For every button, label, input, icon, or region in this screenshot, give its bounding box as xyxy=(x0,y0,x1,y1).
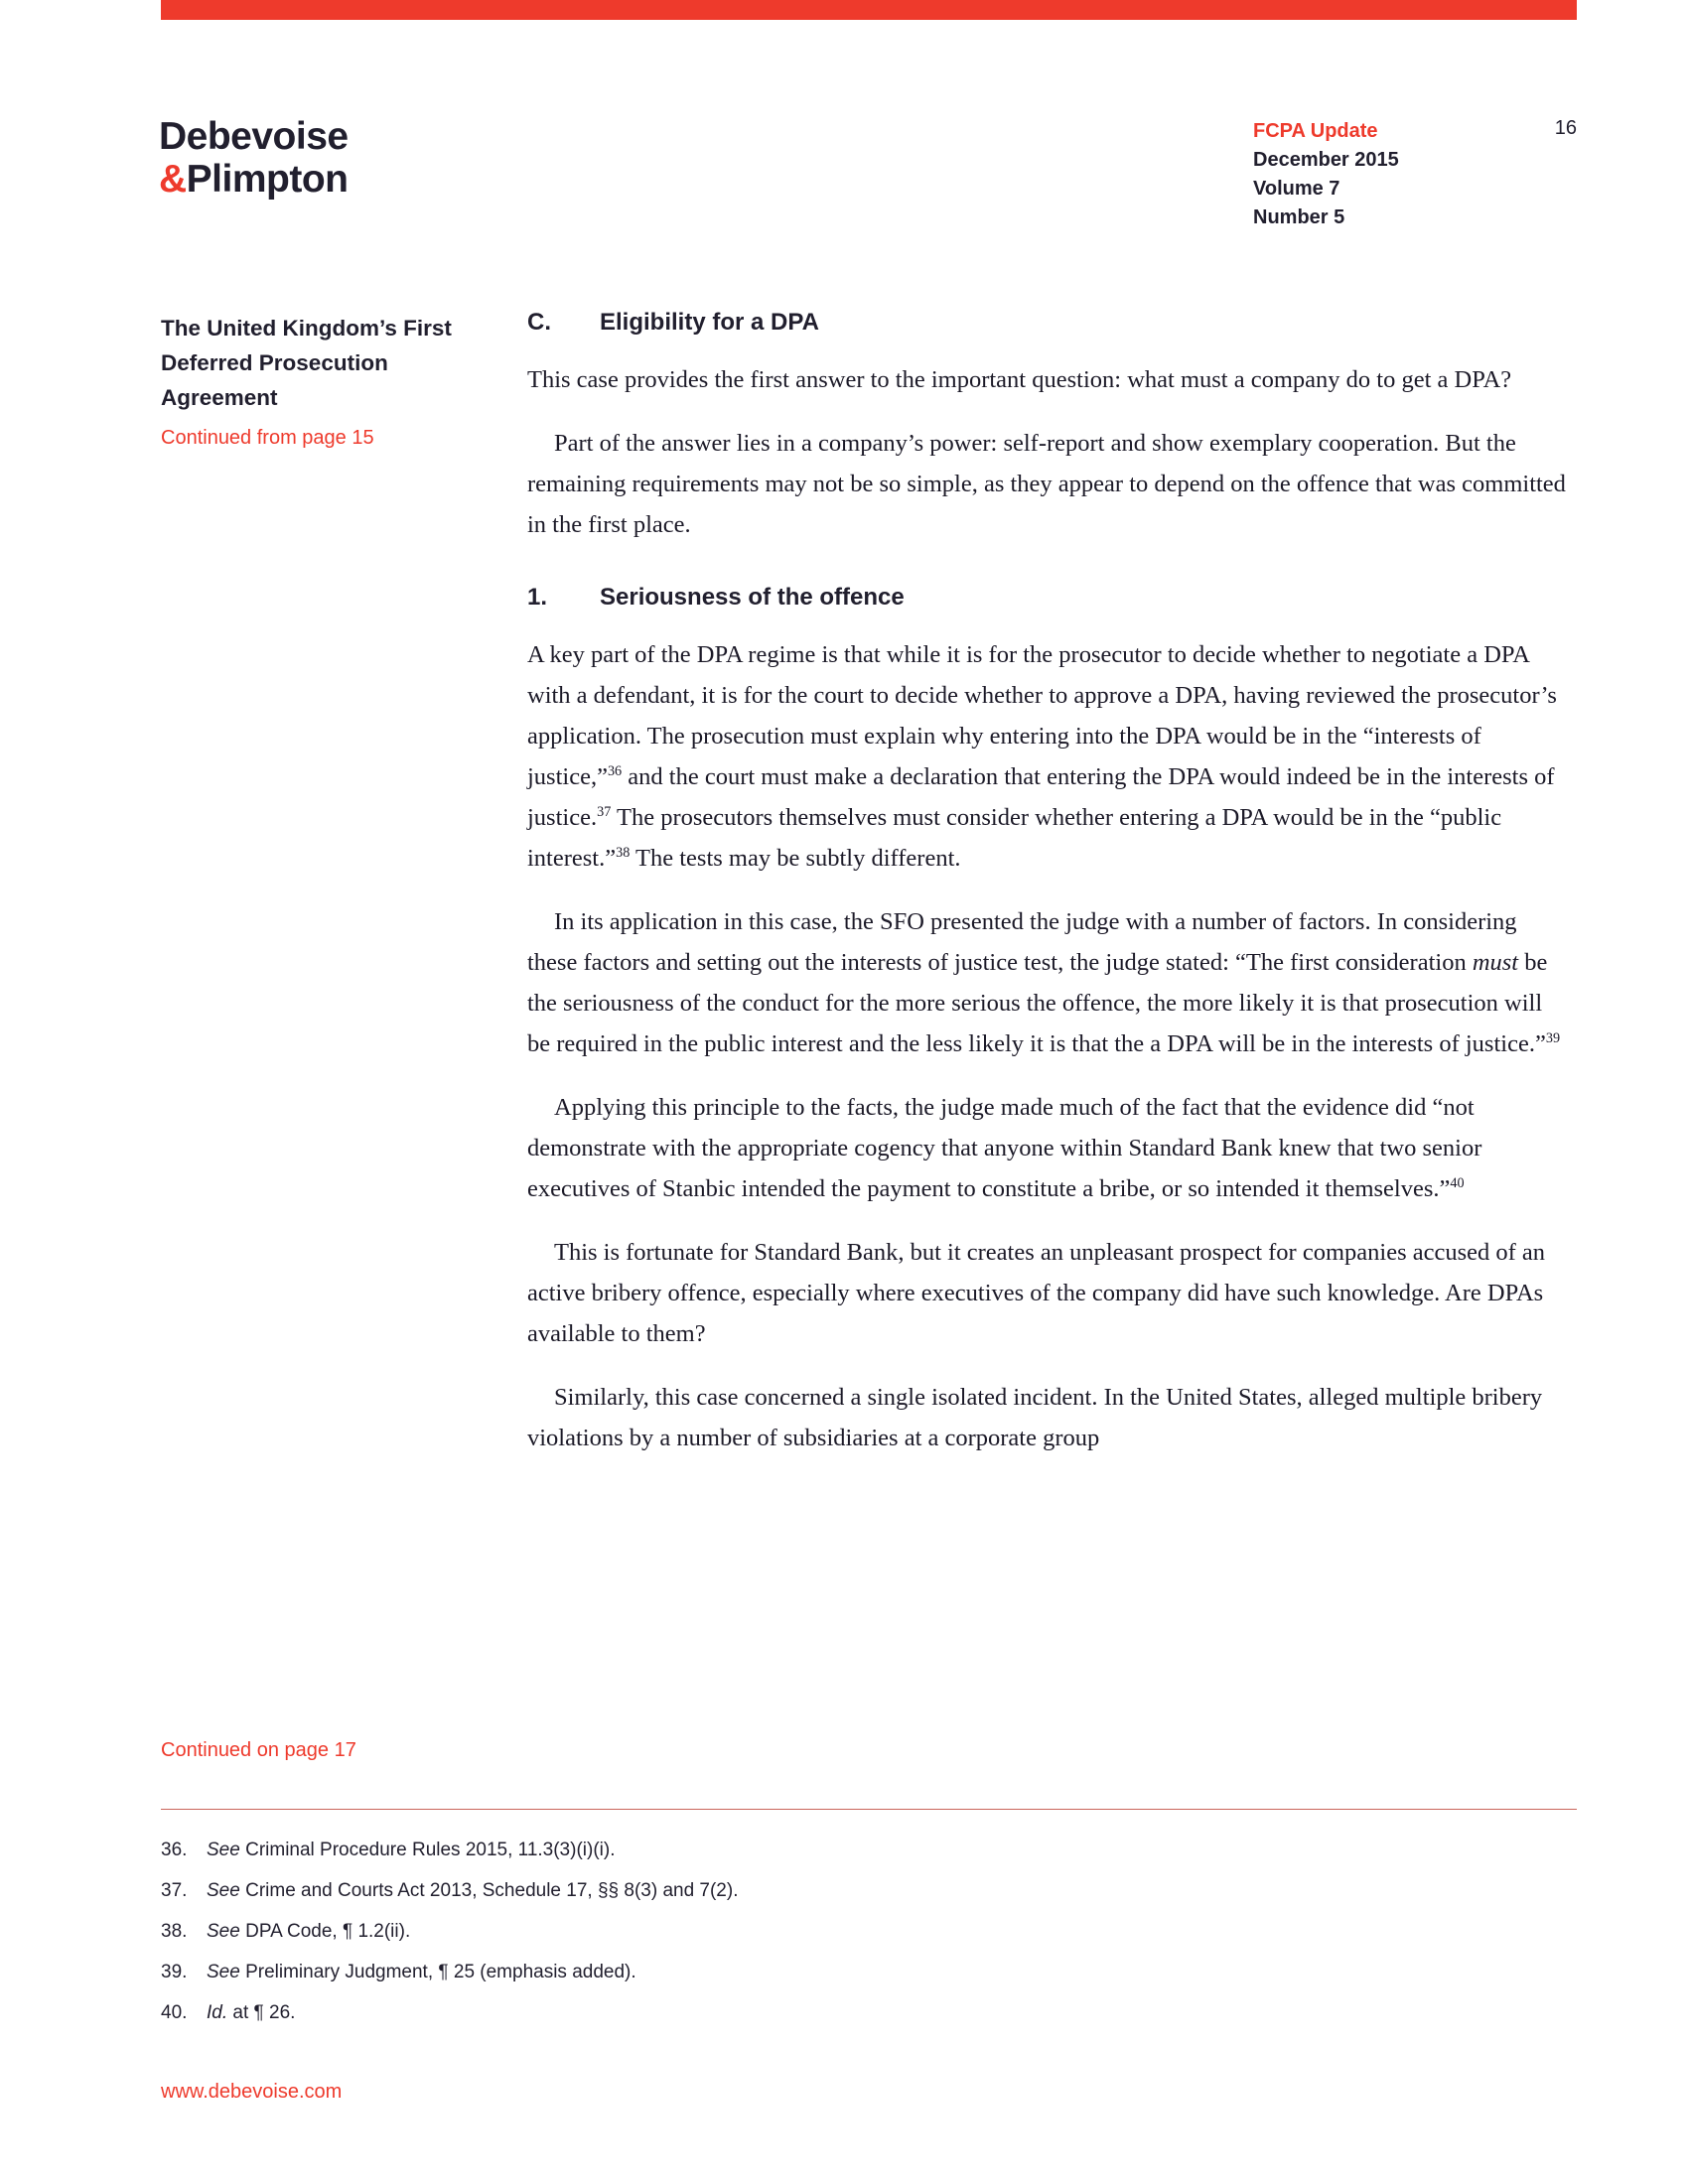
body-paragraph xyxy=(527,1087,1570,1209)
top-accent-bar xyxy=(161,0,1577,20)
text-run: In its application in this case, the SFO presented the judge with a number of factors. In considering these factors and setting out the interests of justice test, the judge stated: “The first consideration xyxy=(527,908,1517,976)
masthead xyxy=(1253,117,1399,232)
text-run: Part of the answer lies in a company’s power: self-report and show exemplary cooperation. But the remaining requirements may not be so simple, as they appear to depend on the offence that was committed in the first place. xyxy=(527,430,1566,538)
text-run: at ¶ 26. xyxy=(227,2002,296,2023)
body-paragraph xyxy=(527,423,1570,545)
text-run: A key part of the DPA regime is that while it is for the prosecutor to decide whether to negotiate a DPA with a defendant, it is for the court to decide whether to approve a DPA, having reviewed the prosecutor’s application. The prosecution must explain why entering into the DPA would be in the “interests of justice,” xyxy=(527,641,1557,790)
body-paragraph xyxy=(527,901,1570,1064)
logo-plimpton: Plimpton xyxy=(186,158,349,201)
footnote xyxy=(161,2001,1581,2025)
section-heading-text: Seriousness of the offence xyxy=(600,584,905,611)
body-paragraph xyxy=(527,1232,1570,1354)
section-heading-label: 1. xyxy=(527,584,548,611)
italic-text: See xyxy=(207,1880,240,1901)
text-run: Applying this principle to the facts, the judge made much of the fact that the evidence did “not demonstrate with the appropriate cogency that anyone within Standard Bank knew that two senior executives of Stanbic intended the payment to constitute a bribe, or so intended it themselves.” xyxy=(527,1094,1482,1202)
text-run: Similarly, this case concerned a single isolated incident. In the United States, alleged multiple bribery violations by a number of subsidiaries at a corporate group xyxy=(527,1384,1543,1451)
footnote-text xyxy=(207,2001,295,2025)
footnotes xyxy=(161,1839,1581,2042)
italic-text: See xyxy=(207,1840,240,1860)
text-run: and the court must make a declaration that entering the DPA would indeed be in the interests of justice. xyxy=(527,763,1555,831)
publication-title: FCPA Update xyxy=(1253,120,1378,142)
footnote xyxy=(161,1879,1581,1903)
italic-text: Id. xyxy=(207,2002,228,2023)
text-run: The prosecutors themselves must consider whether entering a DPA would be in the “public interest.” xyxy=(527,804,1502,872)
footnote xyxy=(161,1920,1581,1944)
text-run: DPA Code, ¶ 1.2(ii). xyxy=(239,1921,411,1942)
footnote-text xyxy=(207,1920,410,1944)
continued-from-note: Continued from page 15 xyxy=(161,427,374,449)
page-number: 16 xyxy=(1554,117,1577,139)
body-paragraph xyxy=(527,359,1570,400)
section-heading-text: Eligibility for a DPA xyxy=(600,309,819,336)
italic-text: See xyxy=(207,1921,240,1942)
logo-line2 xyxy=(159,158,349,201)
article-body xyxy=(527,308,1570,1481)
footnote-text xyxy=(207,1839,615,1862)
text-run: be the seriousness of the conduct for the more serious the offence, the more likely it is that prosecution will be required in the public interest and the less likely it is that the a DPA will be in the interests of justice.” xyxy=(527,949,1548,1057)
logo-ampersand: & xyxy=(159,158,187,201)
italic-text: must xyxy=(1472,949,1519,976)
continued-on-note: Continued on page 17 xyxy=(161,1739,356,1761)
text-run: The tests may be subtly different. xyxy=(630,845,961,872)
footnote-text xyxy=(207,1879,739,1903)
footnote-ref: 36 xyxy=(607,762,623,779)
text-run: Preliminary Judgment, ¶ 25 (emphasis added). xyxy=(239,1962,636,1982)
footnote-number: 38. xyxy=(161,1921,188,1942)
footnote-number: 40. xyxy=(161,2002,188,2023)
footnote-number: 37. xyxy=(161,1880,188,1901)
italic-text: See xyxy=(207,1962,240,1982)
logo-line1: Debevoise xyxy=(159,115,349,158)
footnote-divider xyxy=(161,1809,1577,1810)
section-heading-label: C. xyxy=(527,309,551,336)
publication-issue: Number 5 xyxy=(1253,206,1345,228)
text-run: This is fortunate for Standard Bank, but it creates an unpleasant prospect for companies accused of an active bribery offence, especially where executives of the company did have such knowledge. Are DPAs available to them? xyxy=(527,1239,1546,1347)
text-run: This case provides the first answer to the important question: what must a company do to get a DPA? xyxy=(527,366,1512,393)
publication-volume: Volume 7 xyxy=(1253,178,1340,200)
article-title: The United Kingdom’s First Deferred Prosecution Agreement xyxy=(161,316,452,410)
body-paragraph xyxy=(527,1377,1570,1458)
logo xyxy=(159,115,349,201)
footnote-ref: 40 xyxy=(1450,1174,1465,1191)
footnote-number: 36. xyxy=(161,1840,188,1860)
footnote xyxy=(161,1961,1581,1984)
footnote-ref: 37 xyxy=(597,803,612,820)
publication-date: December 2015 xyxy=(1253,149,1399,171)
footnote-number: 39. xyxy=(161,1962,188,1982)
section-heading xyxy=(527,308,1570,338)
article-sidebar xyxy=(161,311,469,451)
section-heading xyxy=(527,583,1570,613)
text-run: Criminal Procedure Rules 2015, 11.3(3)(i)(i). xyxy=(239,1840,616,1860)
website-link[interactable]: www.debevoise.com xyxy=(161,2081,343,2103)
footnote-ref: 38 xyxy=(616,844,631,861)
text-run: Crime and Courts Act 2013, Schedule 17, §§ 8(3) and 7(2). xyxy=(239,1880,739,1901)
body-paragraph xyxy=(527,634,1570,879)
footnote-text xyxy=(207,1961,636,1984)
footnote xyxy=(161,1839,1581,1862)
footnote-ref: 39 xyxy=(1545,1029,1561,1046)
